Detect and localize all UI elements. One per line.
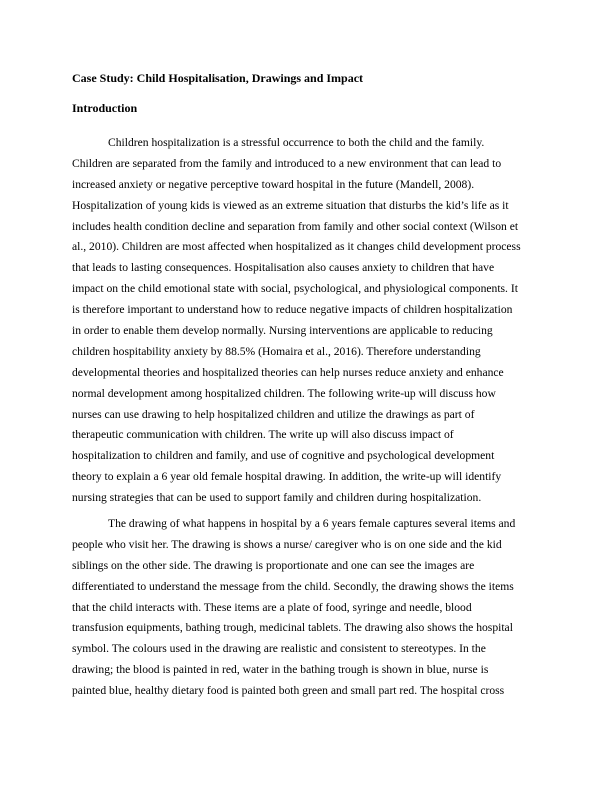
paragraph-line: siblings on the other side. The drawing is proportionate and one can see the images are xyxy=(72,558,475,572)
paragraph-line: differentiated to understand the message from the child. Secondly, the drawing shows the items xyxy=(72,579,514,593)
paragraph-line: Children are separated from the family and introduced to a new environment that can lead to xyxy=(72,156,502,170)
paragraph-line: that the child interacts with. These items are a plate of food, syringe and needle, blood xyxy=(72,600,472,614)
paragraph-line: The drawing of what happens in hospital by a 6 years female captures several items and xyxy=(108,517,516,530)
paragraph-line: includes health condition decline and separation from family and other social context (Wilson et xyxy=(72,219,519,233)
paragraph-line: drawing; the blood is painted in red, water in the bathing trough is shown in blue, nurse is xyxy=(72,663,489,677)
paragraph-line: painted blue, healthy dietary food is painted both green and small part red. The hospital cross xyxy=(72,684,505,698)
paragraph-line: transfusion equipments, bathing trough, medicinal tablets. The drawing also shows the hospital xyxy=(72,621,513,635)
paragraph-line: therapeutic communication with children. The write up will also discuss impact of xyxy=(72,428,454,442)
paragraph-line: that leads to lasting consequences. Hospitalisation also causes anxiety to children that have xyxy=(72,261,495,275)
document-title: Case Study: Child Hospitalisation, Drawings and Impact xyxy=(72,71,364,85)
paragraph-line: children hospitability anxiety by 88.5% (Homaira et al., 2016). Therefore understanding xyxy=(72,344,481,358)
paragraph-line: normal development among hospitalized children. The following write-up will discuss how xyxy=(72,386,496,400)
paragraph-line: people who visit her. The drawing is shows a nurse/ caregiver who is on one side and the kid xyxy=(72,537,502,551)
paragraph-line: impact on the child emotional state with social, psychological, and physiological components. It xyxy=(72,282,518,296)
paragraph-introduction xyxy=(72,133,542,509)
paragraph-line: symbol. The colours used in the drawing are realistic and consistent to stereotypes. In the xyxy=(72,642,486,656)
paragraph-line: theory to explain a 6 year old female hospital drawing. In addition, the write-up will identify xyxy=(72,470,502,484)
paragraph-line: is therefore important to understand how to reduce negative impacts of children hospitalization xyxy=(72,303,513,317)
section-heading-introduction: Introduction xyxy=(72,101,138,115)
paragraph-line: in order to enable them develop normally. Nursing interventions are applicable to reducing xyxy=(72,324,493,338)
paragraph-line: developmental theories and hospitalized theories can help nurses reduce anxiety and enhance xyxy=(72,365,504,379)
paragraph-line: hospitalization to children and family, and use of cognitive and psychological development xyxy=(72,449,495,463)
paragraph-line: Hospitalization of young kids is viewed as an extreme situation that disturbs the kid’s life as it xyxy=(72,198,509,212)
paragraph-line: nursing strategies that can be used to support family and children during hospitalization. xyxy=(72,491,482,505)
paragraph-drawing-description xyxy=(72,514,542,702)
paragraph-line: increased anxiety or negative perceptive toward hospital in the future (Mandell, 2008). xyxy=(72,177,475,191)
paragraph-line: Children hospitalization is a stressful occurrence to both the child and the family. xyxy=(108,136,485,149)
paragraph-line: al., 2010). Children are most affected when hospitalized as it changes child development process xyxy=(72,240,521,254)
paragraph-line: nurses can use drawing to help hospitalized children and utilize the drawings as part of xyxy=(72,407,475,421)
